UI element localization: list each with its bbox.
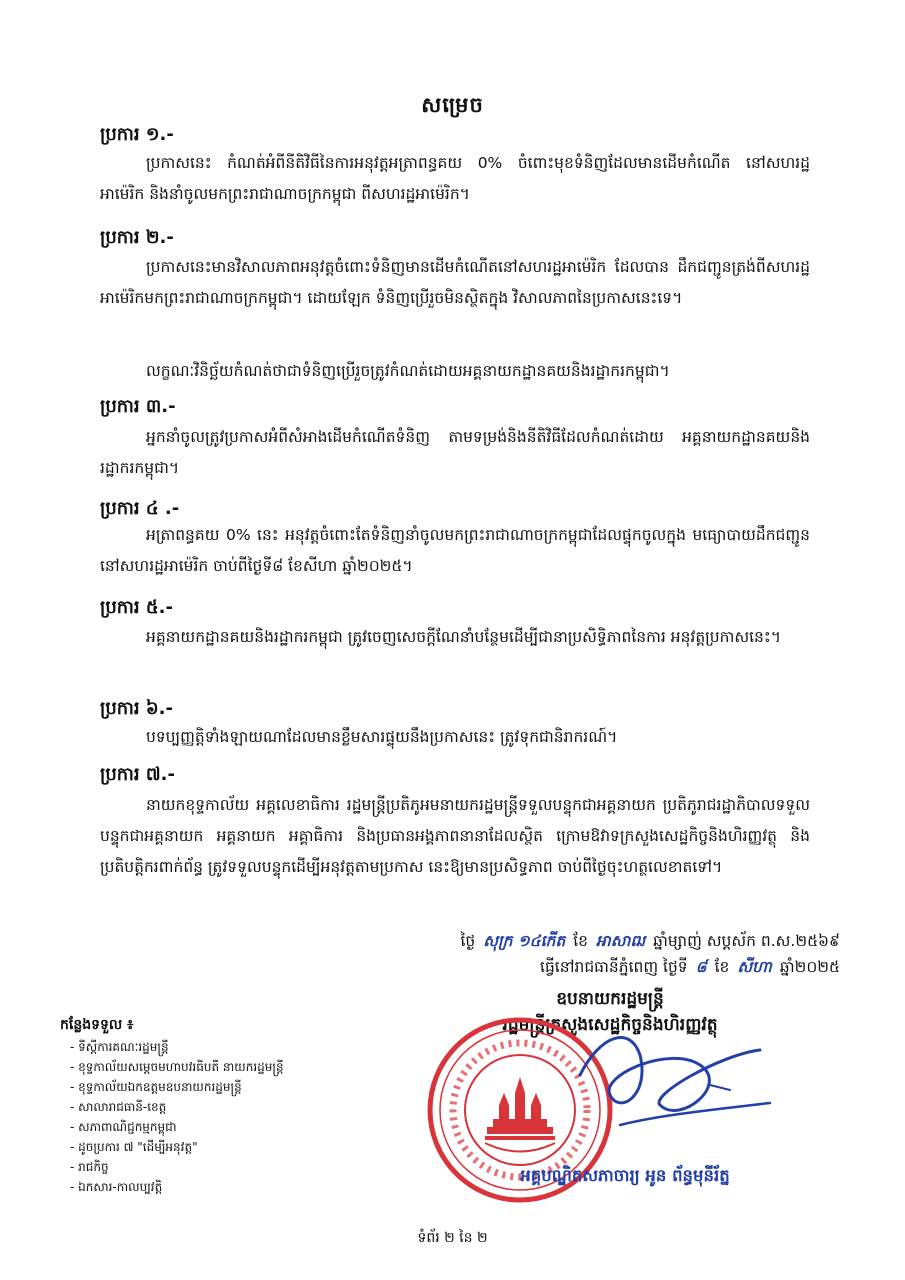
lunar-month-handwritten: អាសាឍ: [595, 932, 646, 950]
handwritten-signature-icon: [560, 1015, 790, 1155]
solar-month-prefix: ខែ: [714, 958, 730, 976]
recipient-item: - រាជកិច្ច: [70, 1160, 109, 1174]
article-1-heading: ប្រការ ១.-: [100, 124, 174, 145]
solar-date-suffix: ឆ្នាំ២០២៥: [779, 958, 840, 976]
recipient-item: - ទីស្តីការគណៈរដ្ឋមន្ត្រី: [70, 1040, 169, 1054]
signer-name: អគ្គបណ្ឌិតសភាចារ្យ អូន ព័ន្ធមុនីរ័ត្ន: [520, 1166, 730, 1185]
article-3-paragraph: [100, 422, 810, 484]
lunar-date-line: [300, 928, 840, 954]
article-2-text-2: លក្ខណៈវិនិច្ឆ័យកំណត់ថាជាទំនិញប្រើរួចត្រូវកំណត់ដោយអគ្គនាយកដ្ឋានគយនិងរដ្ឋាករកម្ពុជា។: [146, 362, 670, 380]
recipient-item: - ខុទ្ទកាល័យសម្តេចមហាបវរធិបតី នាយករដ្ឋមន្ត្រី: [70, 1060, 284, 1074]
recipient-item: - ខុទ្ទកាល័យឯកឧត្តមឧបនាយករដ្ឋមន្ត្រី: [70, 1080, 242, 1094]
signatory-title-line-2: រដ្ឋមន្ត្រីក្រសួងសេដ្ឋកិច្ចនិងហិរញ្ញវត្ថុ: [502, 1015, 718, 1035]
recipient-item: - ដូចប្រការ ៧ "ដើម្បីអនុវត្ត": [70, 1140, 198, 1154]
article-5-paragraph: [100, 622, 810, 653]
lunar-month-prefix: ខែ: [573, 932, 588, 950]
article-2-paragraph-2: [100, 356, 810, 387]
article-6-paragraph: [100, 722, 810, 753]
article-3-text: អ្នកនាំចូលត្រូវប្រកាសអំពីសំអាងដើមកំណើតទំនិញ តាមទម្រង់និងនីតិវិធីដែលកំណត់ដោយ អគ្គនាយកដ្ឋានគយនិងរដ្ឋាករកម្ពុជា។: [100, 428, 810, 477]
lunar-day-handwritten: សុក្រ ១៤កើត: [483, 932, 566, 950]
recipient-item: - សភាពាណិជ្ជកម្មកម្ពុជា: [70, 1120, 177, 1134]
article-1-text: ប្រកាសនេះ កំណត់អំពីនីតិវិធីនៃការអនុវត្តអត្រាពន្ធគយ 0% ចំពោះមុខទំនិញដែលមានដើមកំណើត នៅសហរដ្ឋអាម៉េរិក និងនាំចូលមកព្រះរាជាណាចក្រកម្ពុជា ពីសហរដ្ឋអាម៉េរិក។: [100, 154, 810, 203]
solar-day-handwritten: ៨: [695, 958, 707, 976]
recipients-list: [60, 1015, 320, 1197]
recipient-item: - ឯកសារ-កាលប្បវត្តិ: [70, 1180, 163, 1194]
solar-date-line: [300, 954, 840, 980]
article-4-paragraph: [100, 520, 810, 582]
solar-month-handwritten: សីហា: [737, 958, 772, 976]
solar-date-prefix: ធ្វើនៅរាជធានីភ្នំពេញ ថ្ងៃទី: [540, 958, 688, 976]
article-5-text: អគ្គនាយកដ្ឋានគយនិងរដ្ឋាករកម្ពុជា ត្រូវចេញសេចក្តីណែនាំបន្ថែមដើម្បីជានាប្រសិទ្ធិភាពនៃការ អនុវត្តប្រកាសនេះ។: [146, 628, 781, 646]
article-6-heading: ប្រការ ៦.-: [100, 698, 173, 719]
article-2-text-1: ប្រកាសនេះមានវិសាលភាពអនុវត្តចំពោះទំនិញមានដើមកំណើតនៅសហរដ្ឋអាម៉េរិក ដែលបាន ដឹកជញ្ជូនត្រង់ពីសហរដ្ឋអាម៉េរិកមកព្រះរាជាណាចក្រកម្ពុជា។ ដោយឡែក ទំនិញប្រើរួចមិនស្ថិតក្នុង វិសាលភាពនៃប្រកាសនេះទេ។: [100, 258, 810, 307]
article-7-paragraph: [100, 790, 810, 883]
date-block: [300, 928, 840, 980]
article-3-heading: ប្រការ ៣.-: [100, 396, 176, 417]
article-2-paragraph-1: [100, 252, 810, 314]
page-number: ទំព័រ ២ នៃ ២: [417, 1230, 488, 1246]
article-1-paragraph: [100, 148, 810, 210]
article-2-heading: ប្រការ ២.-: [100, 227, 174, 248]
article-7-heading: ប្រការ ៧.-: [100, 764, 175, 785]
signatory-title-line-1: ឧបនាយករដ្ឋមន្ត្រី: [556, 989, 664, 1009]
decision-title: សម្រេច: [421, 93, 484, 117]
article-4-text: អត្រាពន្ធគយ 0% នេះ អនុវត្តចំពោះតែទំនិញនាំចូលមកព្រះរាជាណាចក្រកម្ពុជាដែលផ្ទុកចូលក្នុង មធ្យោបាយដឹកជញ្ជូននៅសហរដ្ឋអាម៉េរិក ចាប់ពីថ្ងៃទី៨ ខែសីហា ឆ្នាំ២០២៥។: [100, 526, 810, 575]
lunar-date-suffix: ឆ្នាំម្សាញ់ សប្តស័ក ព.ស.២៥៦៩: [653, 932, 840, 950]
lunar-date-prefix: ថ្ងៃ: [460, 932, 476, 950]
article-5-heading: ប្រការ ៥.-: [100, 597, 173, 618]
article-4-heading: ប្រការ ៤ .-: [100, 498, 180, 519]
article-7-text: នាយកខុទ្ទកាល័យ អគ្គលេខាធិការ រដ្ឋមន្ត្រីប្រតិភូអមនាយករដ្ឋមន្ត្រីទទួលបន្ទុកជាអគ្គនាយក ប្រតិភូរាជរដ្ឋាភិបាលទទួលបន្ទុកជាអគ្គនាយក អគ្គនាយក អគ្គាធិការ និងប្រធានអង្គភាពនានាដែលស្ថិត ក្រោមឱវាទក្រសួងសេដ្ឋកិច្ចនិងហិរញ្ញវត្ថុ និងប្រតិបត្តិករពាក់ព័ន្ធ ត្រូវទទួលបន្ទុកដើម្បីអនុវត្តតាមប្រកាស នេះឱ្យមានប្រសិទ្ធភាព ចាប់ពីថ្ងៃចុះហត្ថលេខាតទៅ។: [100, 796, 810, 876]
recipient-item: - សាលារាជធានី-ខេត្ត: [70, 1100, 167, 1114]
recipients-heading: កន្លែងទទួល ៖: [60, 1017, 134, 1033]
article-6-text: បទប្បញ្ញត្តិទាំងឡាយណាដែលមានខ្លឹមសារផ្ទុយនឹងប្រកាសនេះ ត្រូវទុកជានិរាករណ៍។: [146, 728, 618, 746]
